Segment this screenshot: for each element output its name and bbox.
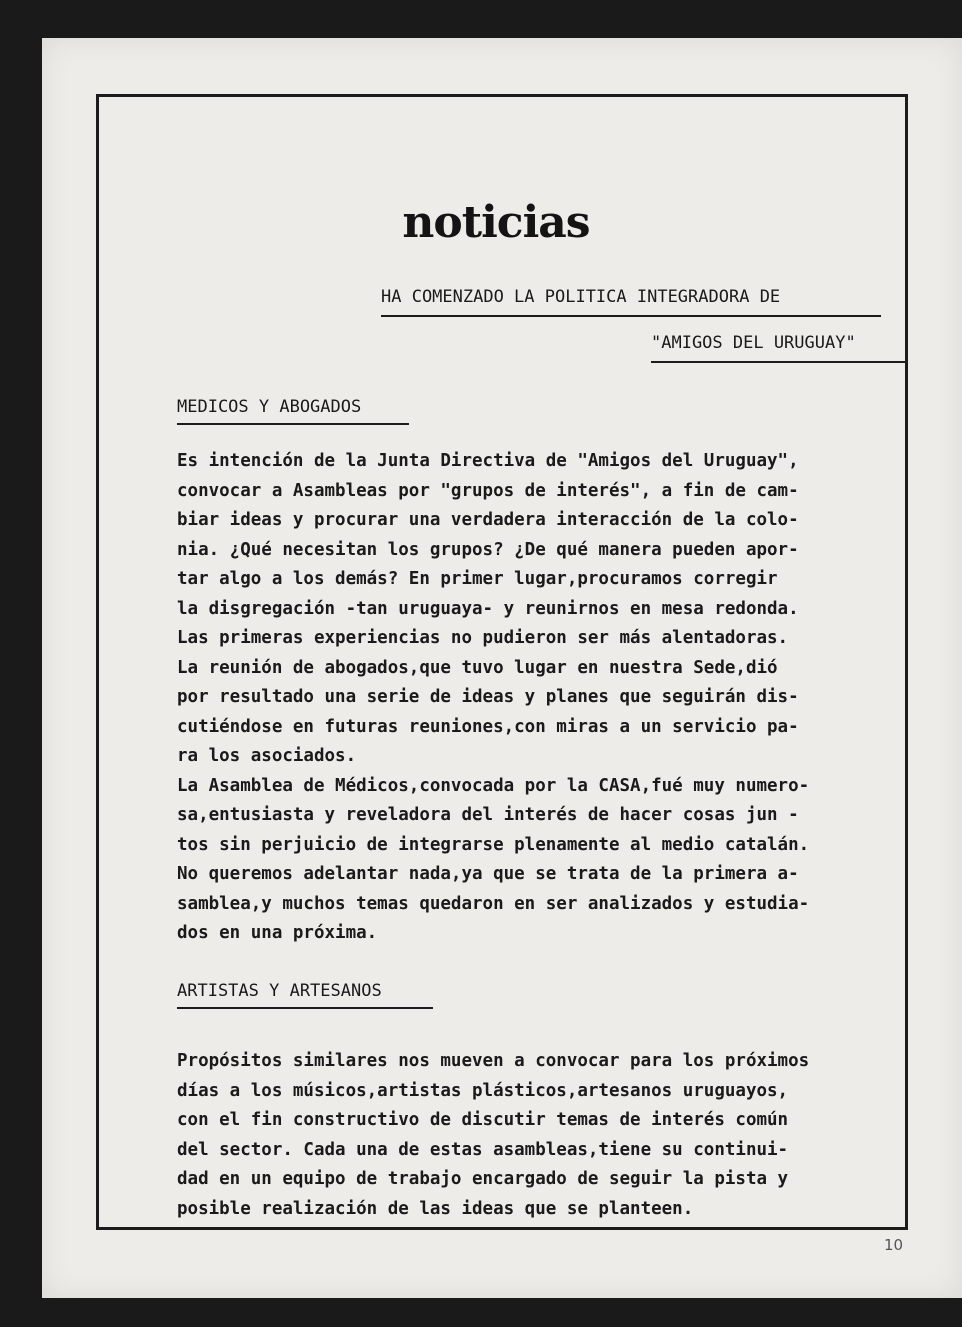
text-line: días a los músicos,artistas plásticos,artesanos uruguayos, xyxy=(177,1080,789,1101)
text-line: sa,entusiasta y reveladora del interés de hacer cosas jun - xyxy=(177,805,799,825)
text-line: biar ideas y procurar una verdadera interacción de la colo- xyxy=(177,510,799,530)
text-line: posible realización de las ideas que se planteen. xyxy=(177,1198,694,1219)
section-heading-artistas: ARTISTAS Y ARTESANOS xyxy=(177,981,382,1001)
text-line: con el fin constructivo de discutir temas de interés común xyxy=(177,1110,789,1130)
text-line: Propósitos similares nos mueven a convocar para los próximos xyxy=(177,1051,810,1071)
page-number: 10 xyxy=(884,1236,904,1254)
text-line: La reunión de abogados,que tuvo lugar en nuestra Sede,dió xyxy=(177,657,778,678)
section-heading-medicos: MEDICOS Y ABOGADOS xyxy=(177,397,362,417)
article-frame xyxy=(96,94,908,1230)
page-title: noticias xyxy=(402,197,590,248)
text-line: Es intención de la Junta Directiva de "Amigos del Uruguay", xyxy=(177,451,799,471)
headline-line-1: HA COMENZADO LA POLITICA INTEGRADORA DE xyxy=(381,287,781,307)
section-body-medicos xyxy=(177,447,957,949)
text-line: por resultado una serie de ideas y planes que seguirán dis- xyxy=(177,687,799,707)
text-line: ra los asociados. xyxy=(177,746,357,766)
text-line: Las primeras experiencias no pudieron ser más alentadoras. xyxy=(177,628,789,648)
text-line: cutiéndose en futuras reuniones,con miras a un servicio pa- xyxy=(177,716,799,737)
headline-line-2: "AMIGOS DEL URUGUAY" xyxy=(651,333,856,353)
text-line: samblea,y muchos temas quedaron en ser analizados y estudia- xyxy=(177,893,810,914)
section-rule-artistas xyxy=(177,1007,433,1009)
text-line: del sector. Cada una de estas asambleas,tiene su continui- xyxy=(177,1139,789,1160)
text-line: nia. ¿Qué necesitan los grupos? ¿De qué manera pueden apor- xyxy=(177,539,799,560)
text-line: No queremos adelantar nada,ya que se trata de la primera a- xyxy=(177,864,799,884)
headline-rule-1 xyxy=(381,315,881,317)
headline-rule-2 xyxy=(651,361,907,363)
text-line: tar algo a los demás? En primer lugar,procuramos corregir xyxy=(177,569,778,589)
section-body-artistas xyxy=(177,1047,957,1224)
text-line: La Asamblea de Médicos,convocada por la CASA,fué muy numero- xyxy=(177,775,810,796)
text-line: dos en una próxima. xyxy=(177,923,378,943)
magazine-page xyxy=(42,38,962,1298)
text-line: tos sin perjuicio de integrarse plenamente al medio catalán. xyxy=(177,834,810,855)
text-line: dad en un equipo de trabajo encargado de seguir la pista y xyxy=(177,1169,789,1189)
section-rule-medicos xyxy=(177,423,409,425)
text-line: convocar a Asambleas por "grupos de interés", a fin de cam- xyxy=(177,480,799,501)
text-line: la disgregación -tan uruguaya- y reunirnos en mesa redonda. xyxy=(177,598,799,619)
